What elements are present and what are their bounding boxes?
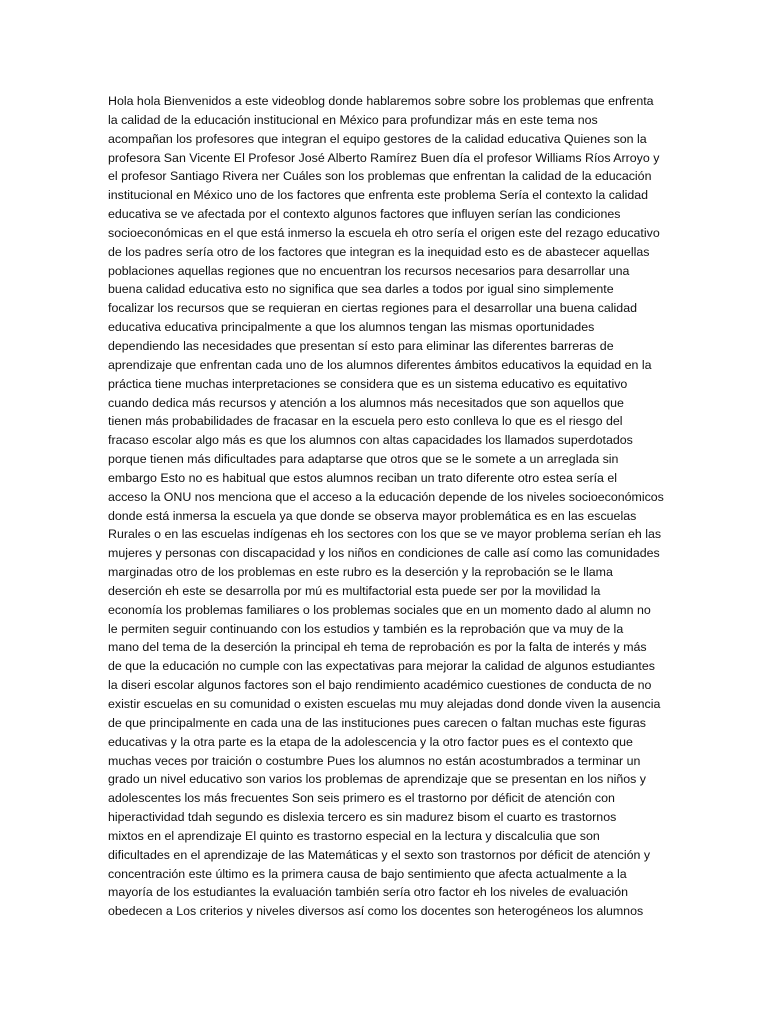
text-line: dificultades en el aprendizaje de las Matemáticas y el sexto son trastornos por déficit de atención y [108,847,651,862]
text-line: Hola hola Bienvenidos a este videoblog donde hablaremos sobre sobre los problemas que enfrenta [108,94,654,108]
text-line: muchas veces por traición o costumbre Pues los alumnos no están acostumbrados a terminar un [108,753,641,768]
text-line: de que la educación no cumple con las expectativas para mejorar la calidad de algunos estudiantes [108,659,655,674]
transcript-text [108,92,708,921]
text-line: mujeres y personas con discapacidad y los niños en condiciones de calle así como las comunidades [108,546,660,561]
text-line: la diseri escolar algunos factores son el bajo rendimiento académico cuestiones de conducta de no [108,678,652,693]
text-line: hiperactividad tdah segundo es dislexia tercero es sin madurez bisom el cuarto es trastornos [108,810,617,825]
text-line: tienen más probabilidades de fracasar en la escuela pero esto conlleva lo que es el riesgo del [108,414,623,429]
text-line: mixtos en el aprendizaje El quinto es trastorno especial en la lectura y discalculia que son [108,828,600,843]
text-line: práctica tiene muchas interpretaciones se considera que es un sistema educativo es equitativo [108,376,628,391]
text-line: deserción eh este se desarrolla por mú es multifactorial esta puede ser por la movilidad la [108,583,601,598]
text-line: marginadas otro de los problemas en este rubro es la deserción y la reprobación se le llama [108,565,613,580]
text-line: el profesor Santiago Rivera ner Cuáles son los problemas que enfrentan la calidad de la educación [108,169,652,184]
text-line: fracaso escolar algo más es que los alumnos con altas capacidades los llamados superdotados [108,433,633,448]
text-line: educativa educativa principalmente a que los alumnos tengan las mismas oportunidades [108,320,595,335]
text-line: existir escuelas en su comunidad o existen escuelas mu muy alejadas dond donde viven la ausencia [108,697,661,711]
text-line: de los padres sería otro de los factores que integran es la inequidad esto es de abastecer aquellas [108,244,650,259]
text-line: embargo Esto no es habitual que estos alumnos reciban un trato diferente otro estea sería el [108,470,618,485]
text-line: obedecen a Los criterios y niveles diversos así como los docentes son heterogéneos los alumnos [108,904,644,919]
text-line: cuando dedica más recursos y atención a los alumnos más necesitados que son aquellos que [108,395,624,410]
text-line: educativa se ve afectada por el contexto algunos factores que influyen serían las condiciones [108,207,621,222]
text-line: economía los problemas familiares o los problemas sociales que en un momento dado al alumn no [108,602,651,617]
text-line: acceso la ONU nos menciona que el acceso a la educación depende de los niveles socioeconómicos [108,489,664,504]
text-line: poblaciones aquellas regiones que no encuentran los recursos necesarios para desarrollar una [108,263,630,278]
text-line: mano del tema de la deserción la principal eh tema de reprobación es por la falta de interés y más [108,640,647,655]
text-line: buena calidad educativa esto no significa que sea darles a todos por igual sino simplemente [108,282,614,297]
text-line: mayoría de los estudiantes la evaluación también sería otro factor eh los niveles de evaluación [108,885,629,900]
text-line: focalizar los recursos que se requieran en ciertas regiones para el desarrollar una buena calidad [108,301,637,316]
text-line: de que principalmente en cada una de las instituciones pues carecen o faltan muchas este figuras [108,715,646,730]
text-line: porque tienen más dificultades para adaptarse que otros que se le somete a un arreglada sin [108,452,619,467]
text-line: dependiendo las necesidades que presentan sí esto para eliminar las diferentes barreras de [108,338,614,353]
text-line: le permiten seguir continuando con los estudios y también es la reprobación que va muy de la [108,621,624,636]
text-line: la calidad de la educación institucional en México para profundizar más en este tema nos [108,112,598,127]
text-line: donde está inmersa la escuela ya que donde se observa mayor problemática es en las escuelas [108,508,637,523]
text-line: socioeconómicas en el que está inmerso la escuela eh otro sería el origen este del rezago educativo [108,225,660,240]
text-line: grado un nivel educativo son varios los problemas de aprendizaje que se presentan en los niños y [108,772,646,787]
text-line: institucional en México uno de los factores que enfrenta este problema Sería el contexto la calidad [108,188,649,203]
text-line: educativas y la otra parte es la etapa de la adolescencia y la otro factor pues es el contexto que [108,734,633,749]
text-line: Rurales o en las escuelas indígenas eh los sectores con los que se ve mayor problema serían eh las [108,527,662,542]
text-line: aprendizaje que enfrentan cada uno de los alumnos diferentes ámbitos educativos la equidad en la [108,357,652,372]
text-line: acompañan los profesores que integran el equipo gestores de la calidad educativa Quienes son la [108,131,647,146]
text-line: profesora San Vicente El Profesor José Alberto Ramírez Buen día el profesor Williams Ríos Arroyo y [108,150,660,165]
text-line: concentración este último es la primera causa de bajo sentimiento que afecta actualmente a la [108,866,627,881]
text-line: adolescentes los más frecuentes Son seis primero es el trastorno por déficit de atención con [108,791,615,806]
